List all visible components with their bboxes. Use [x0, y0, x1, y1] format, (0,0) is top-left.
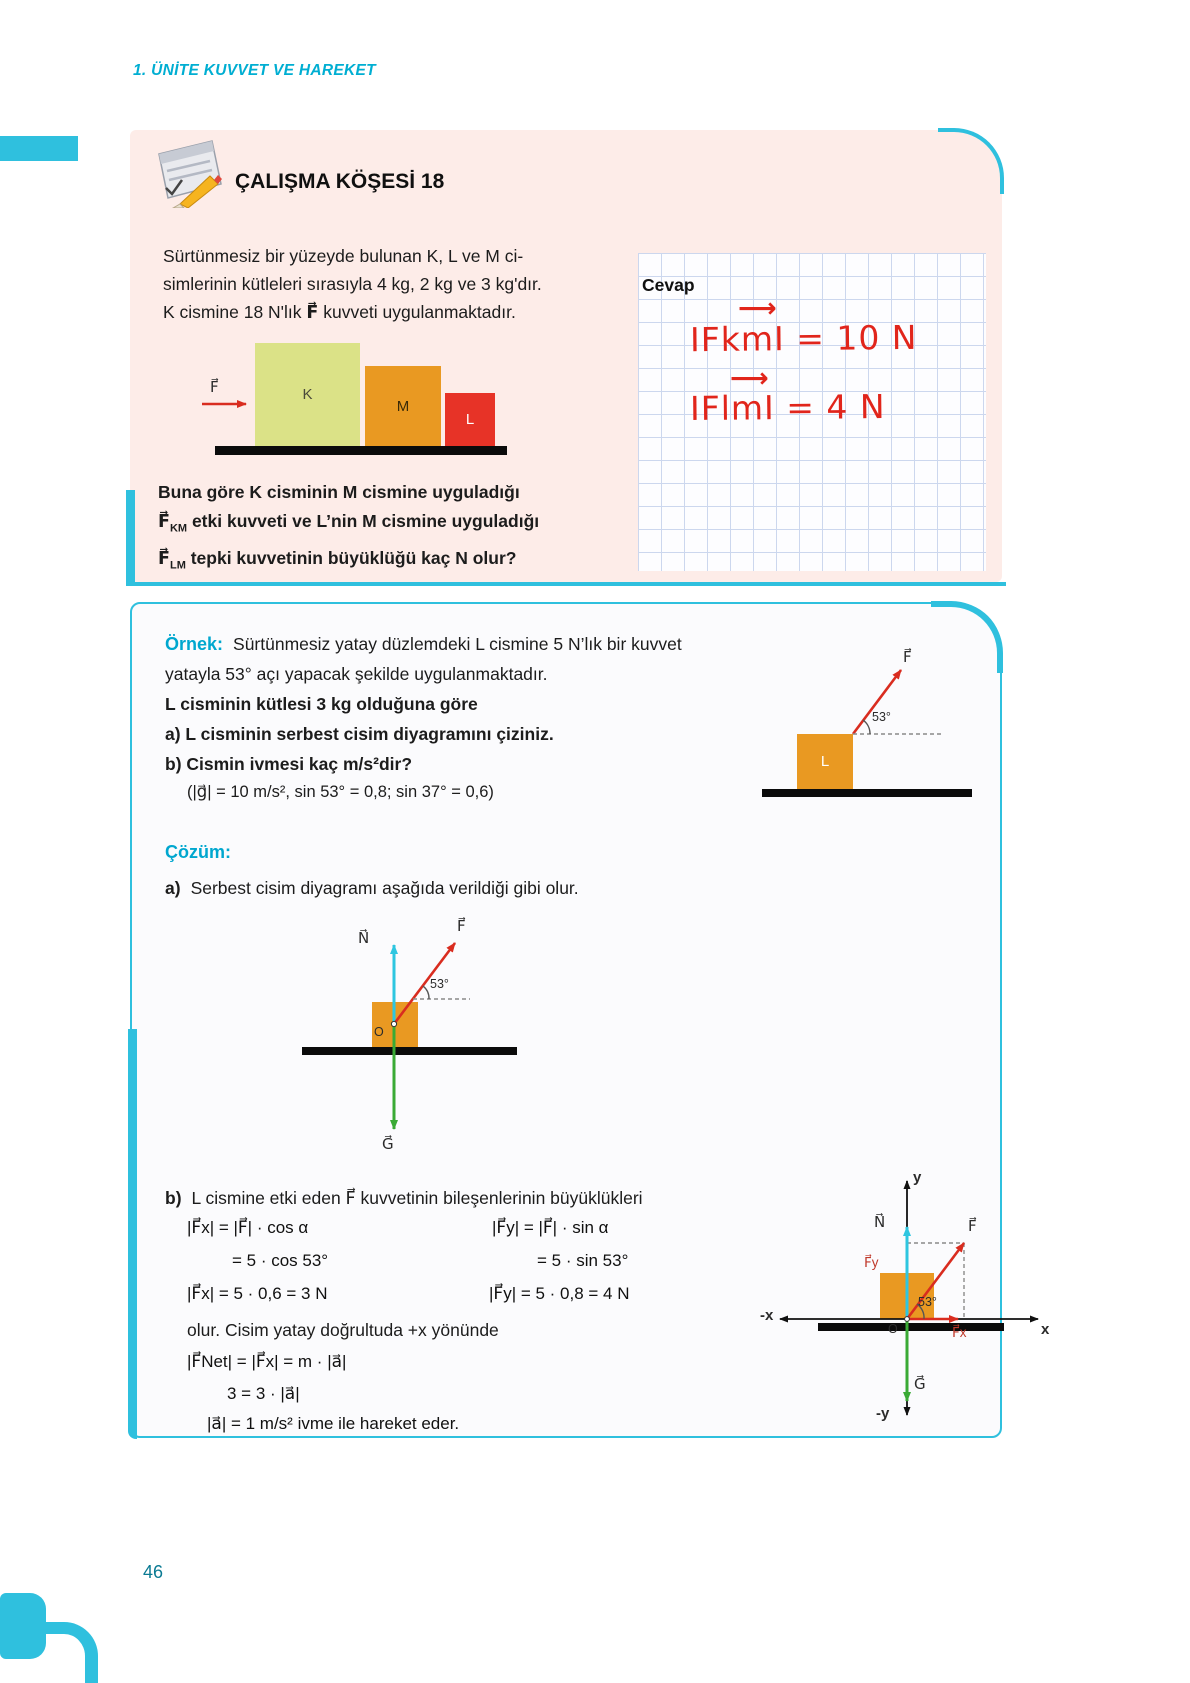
blocks-diagram	[190, 338, 520, 464]
angle-label: 53°	[872, 710, 891, 724]
answer-arrow-1: ⟶	[738, 293, 777, 323]
example-label: Örnek:	[165, 634, 224, 654]
calc-fy-3: |F⃗y| = 5 · 0,8 = 4 N	[489, 1284, 630, 1303]
problem-line-2: simlerinin kütleleri sırasıyla 4 kg, 2 kg ve 3 kg'dır.	[163, 274, 542, 294]
answer-arrow-2: ⟶	[730, 363, 769, 393]
force-arrow-53deg	[752, 646, 1007, 811]
force-label: F⃗	[968, 1218, 977, 1235]
force-label: F⃗	[210, 379, 219, 396]
force-x-component-label: F⃗x	[952, 1325, 967, 1340]
origin-label: O	[888, 1322, 898, 1336]
question-line-1: Buna göre K cisminin M cismine uyguladığı	[158, 482, 520, 502]
net-force-line-2: 3 = 3 · |a⃗|	[227, 1384, 300, 1403]
neg-x-axis-label: -x	[760, 1307, 774, 1324]
force-label: F⃗	[903, 649, 912, 666]
block-K-label: K	[302, 386, 313, 403]
answer-label: Cevap	[642, 275, 695, 295]
free-body-diagram	[292, 899, 532, 1164]
angle-label: 53°	[430, 977, 449, 991]
block-L-label: L	[465, 411, 475, 428]
calc-fx-3: |F⃗x| = 5 · 0,6 = 3 N	[187, 1284, 328, 1303]
page-number: 46	[143, 1562, 164, 1582]
left-accent-bar	[126, 490, 135, 586]
x-axis-label: x	[1041, 1321, 1050, 1338]
worksheet-title: ÇALIŞMA KÖŞESİ 18	[235, 170, 445, 193]
answer-line-2: IFlmI = 4 N	[689, 386, 886, 429]
weight-label: G⃗	[914, 1376, 926, 1393]
calc-fy-1: |F⃗y| = |F⃗| · sin α	[492, 1218, 609, 1237]
solution-b-line: b) L cismine etki eden F⃗ kuvvetinin bileşenlerinin büyüklükleri	[165, 1188, 643, 1208]
force-y-component-label: F⃗y	[864, 1255, 879, 1270]
worksheet-box	[130, 130, 1002, 582]
question-line-2: $F⃗_{KM}$ etki kuvveti ve L’nin M cismine uyguladığı	[158, 511, 540, 535]
calc-fx-1: |F⃗x| = |F⃗| · cos α	[187, 1218, 309, 1237]
example-box	[130, 602, 1050, 1438]
axes-diagram	[760, 1169, 1052, 1429]
example-item-b: b) Cismin ivmesi kaç m/s²dir?	[165, 754, 413, 774]
solution-label: Çözüm:	[165, 842, 231, 862]
unit-header: 1. ÜNİTE KUVVET VE HAREKET	[133, 62, 376, 79]
normal-force-label: N⃗	[874, 1214, 886, 1231]
example-line-2: yatayla 53° açı yapacak şekilde uygulanmaktadır.	[165, 664, 548, 684]
force-arrow	[190, 338, 520, 464]
angle-label: 53°	[918, 1295, 937, 1309]
origin-label: O	[374, 1025, 384, 1039]
y-axis-label: y	[913, 1169, 922, 1186]
axes-arrows	[760, 1169, 1052, 1429]
calc-fx-2: = 5 · cos 53°	[232, 1251, 329, 1270]
question-line-3: $F⃗_{LM}$ tepki kuvvetinin büyüklüğü kaç N olur?	[158, 547, 517, 571]
force-label: F⃗	[457, 918, 466, 935]
calc-fy-2: = 5 · sin 53°	[537, 1251, 629, 1270]
example-line-3: L cisminin kütlesi 3 kg olduğuna göre	[165, 694, 478, 714]
block-L-label: L	[820, 753, 830, 770]
conclusion-text: olur. Cisim yatay doğrultuda +x yönünde	[187, 1320, 499, 1340]
net-force-line-1: |F⃗Net| = |F⃗x| = m · |a⃗|	[187, 1352, 347, 1371]
F-LM-vector: F⃗	[158, 547, 170, 568]
net-force-line-3: |a⃗| = 1 m/s² ivme ile hareket eder.	[207, 1414, 460, 1433]
example-line-1: Örnek: Sürtünmesiz yatay düzlemdeki L cismine 5 N’lık bir kuvvet	[165, 634, 682, 654]
solution-a-line: a) Serbest cisim diyagramı aşağıda verildiği gibi olur.	[165, 878, 579, 898]
problem-text	[163, 242, 542, 326]
given-values: (|g⃗| = 10 m/s², sin 53° = 0,8; sin 37° = 0,6)	[187, 783, 494, 801]
example-item-a: a) L cisminin serbest cisim diyagramını çiziniz.	[165, 724, 554, 744]
answer-grid-paper	[638, 253, 986, 571]
bottom-corner-bracket	[34, 1622, 98, 1683]
fbd-arrows	[292, 899, 532, 1164]
question-text	[158, 478, 539, 580]
neg-y-axis-label: -y	[876, 1405, 890, 1422]
F-KM-vector: F⃗	[158, 511, 170, 531]
example-diagram	[752, 646, 1007, 811]
bottom-accent-line	[128, 582, 1006, 586]
corner-accent	[938, 128, 1004, 194]
answer-line-1: IFkmI = 10 N	[689, 317, 918, 360]
left-accent-bar	[128, 1029, 137, 1439]
notepad-pencil-icon	[152, 138, 228, 213]
problem-line-3: K cismine 18 N'lık F⃗ kuvveti uygulanmaktadır.	[163, 302, 516, 322]
weight-label: G⃗	[382, 1136, 394, 1153]
block-M-label: M	[396, 397, 410, 415]
problem-line-1: Sürtünmesiz bir yüzeyde bulunan K, L ve M ci-	[163, 246, 524, 266]
left-edge-tab	[0, 136, 78, 161]
normal-force-label: N⃗	[358, 930, 370, 947]
force-vector-inline: F⃗	[306, 302, 319, 322]
